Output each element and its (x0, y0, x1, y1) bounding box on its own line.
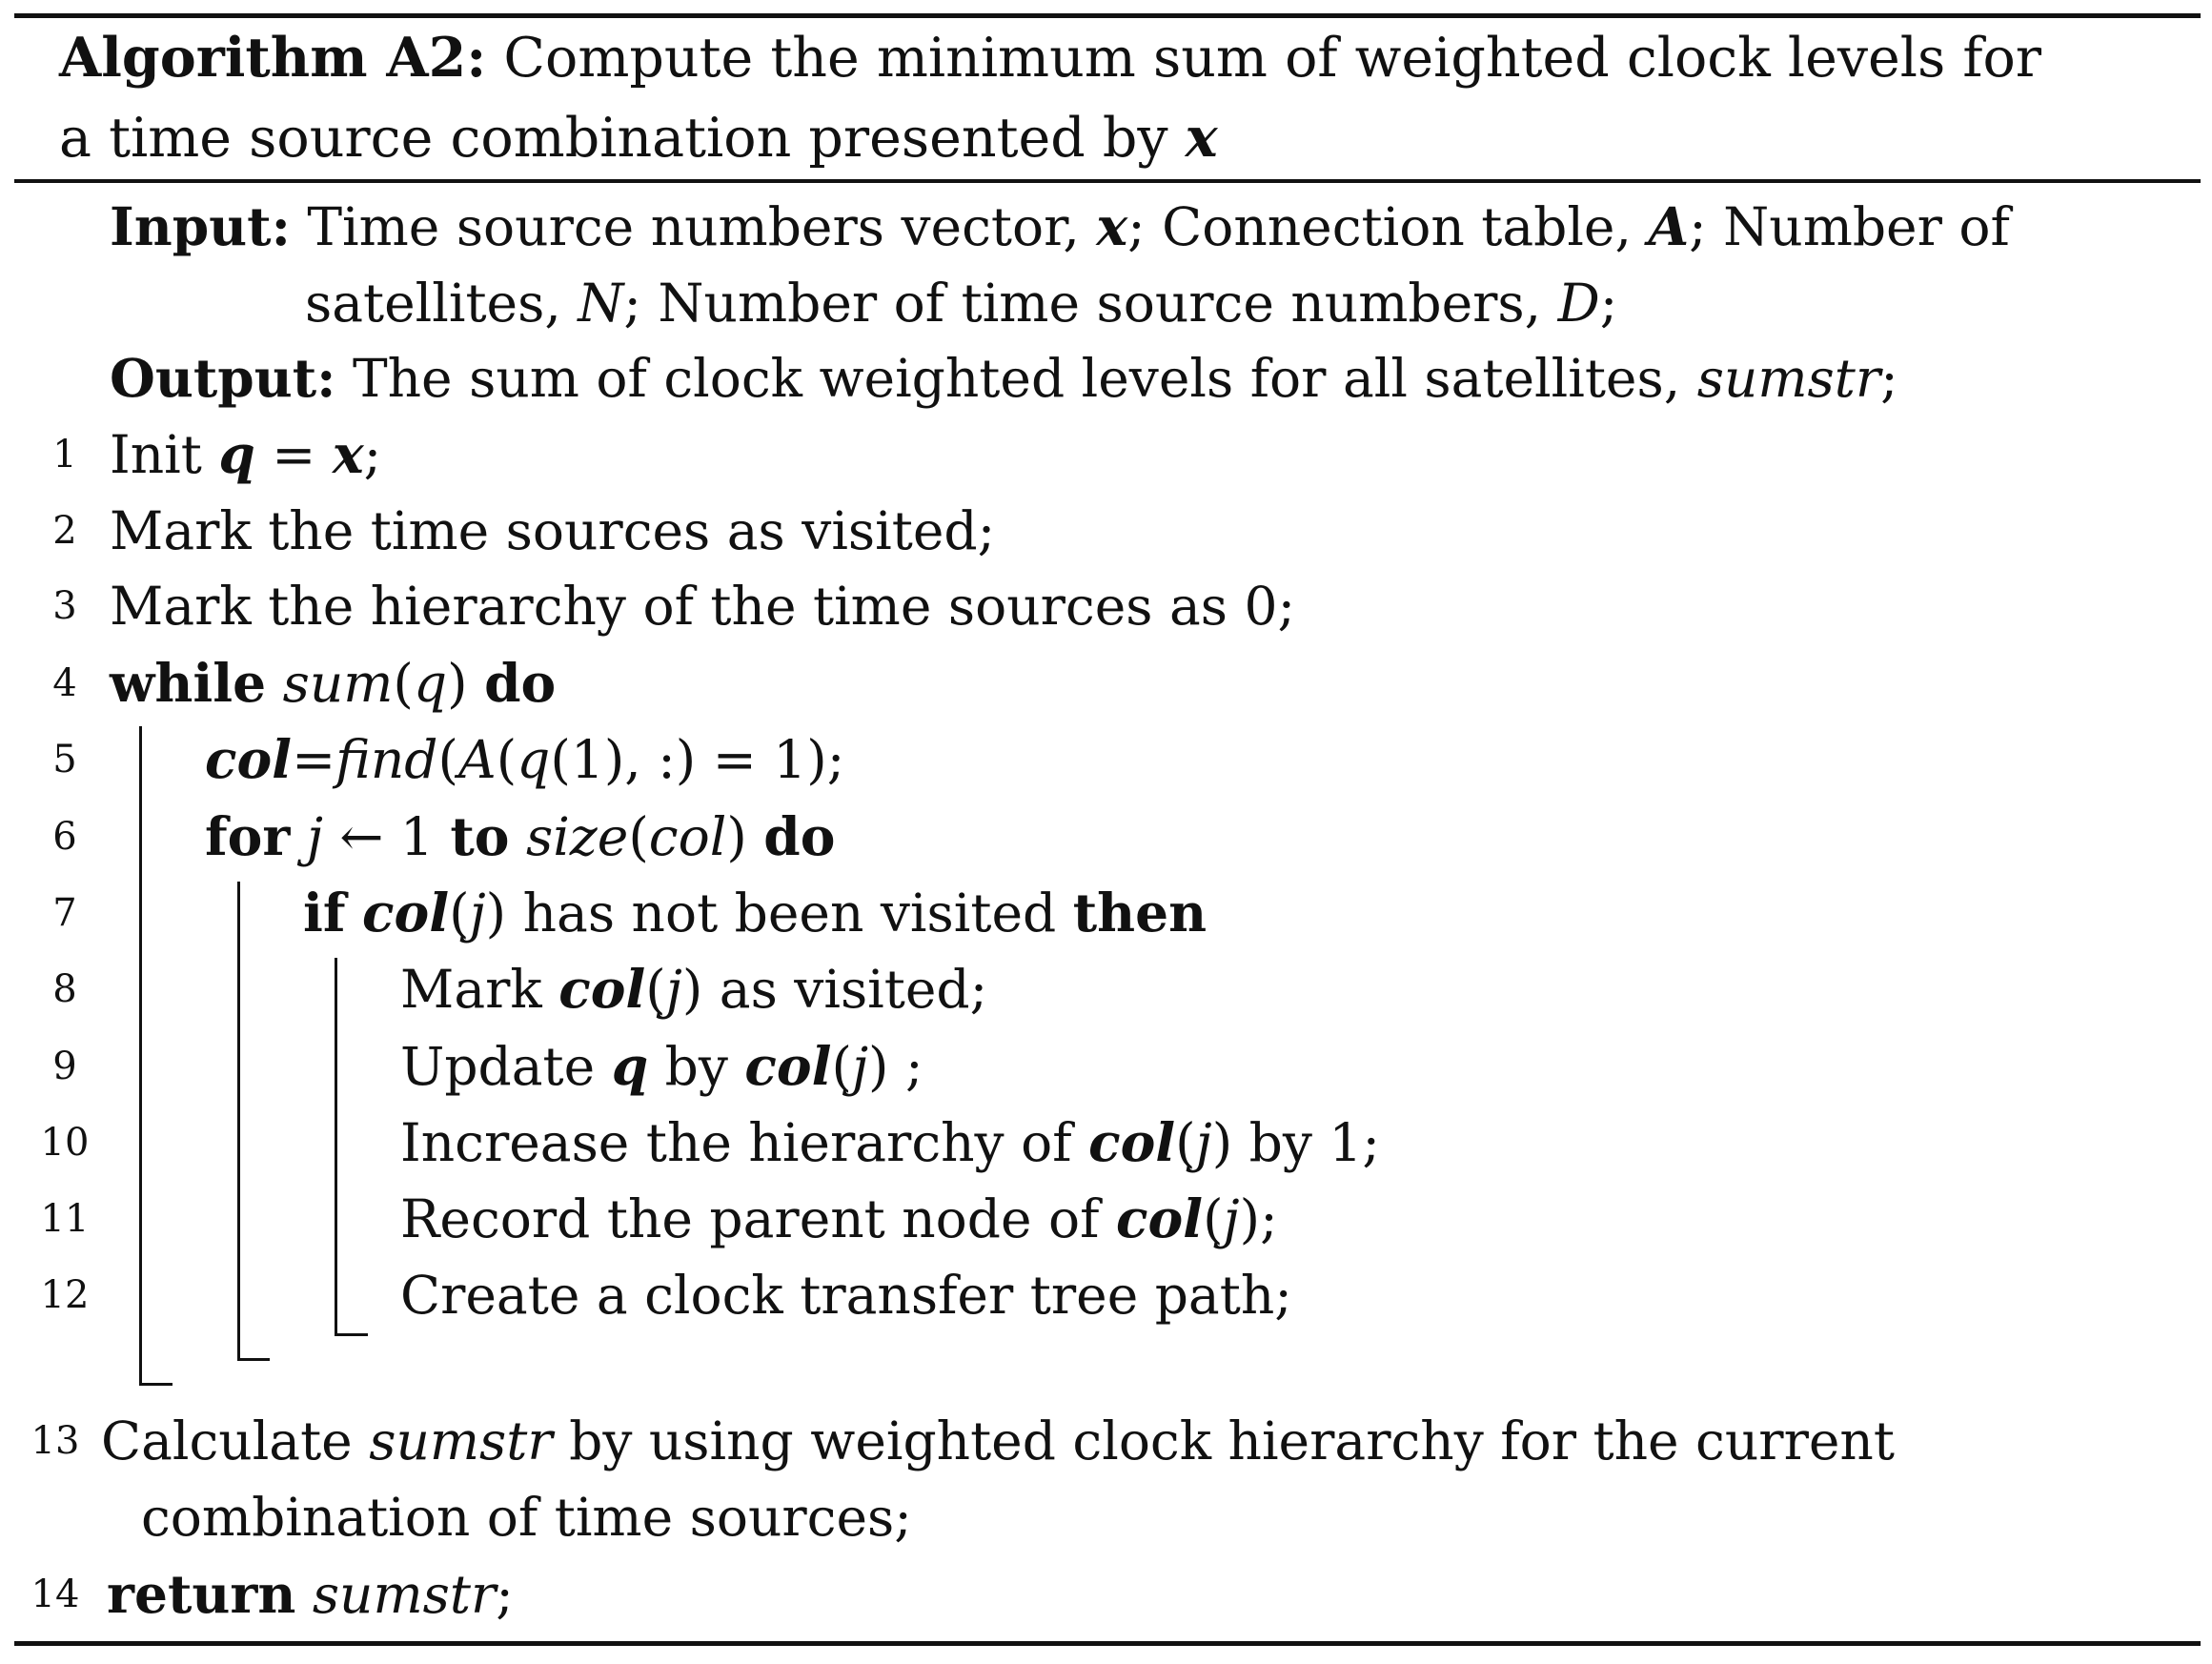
l9-post: ; (888, 1036, 923, 1097)
line-4 (110, 652, 556, 715)
l14-kw: return (107, 1563, 296, 1625)
line-13-continuation: combination of time sources; (141, 1487, 912, 1548)
line-number: 11 (40, 1197, 90, 1241)
l1-kw: Init (110, 424, 202, 485)
output-end: ; (1880, 348, 1898, 409)
l9-col: col (744, 1035, 832, 1097)
l10-j: j (1195, 1112, 1212, 1173)
output-var: sumstr (1696, 348, 1881, 409)
line-number: 10 (40, 1121, 90, 1165)
l6-j: j (306, 806, 323, 867)
l11-post: ; (1260, 1188, 1278, 1249)
l4-open: ( (393, 653, 414, 714)
line-2: Mark the time sources as visited; (110, 500, 996, 561)
l7-kw2: then (1072, 882, 1207, 944)
l9-close: ) (868, 1036, 889, 1097)
l8-j: j (665, 959, 682, 1020)
caption-var-x: x (1185, 106, 1218, 170)
l5-rest: (1), :) = 1); (550, 729, 845, 790)
line-9 (400, 1035, 923, 1098)
line-10 (400, 1111, 1380, 1174)
line-number: 9 (52, 1045, 77, 1088)
l13-var: sumstr (369, 1410, 553, 1471)
algorithm-caption-line2 (59, 107, 1218, 170)
line-number: 5 (52, 738, 77, 781)
l4-kw2: do (484, 652, 557, 714)
l8-post: as visited; (702, 959, 988, 1020)
l13-pre: Calculate (101, 1410, 370, 1471)
if-block-foot (335, 1333, 368, 1336)
l7-text: has not been visited (506, 883, 1073, 944)
l13-post: by using weighted clock hierarchy for the current (552, 1410, 1895, 1471)
line-number: 4 (52, 661, 77, 705)
input-text-2: ; Connection table, (1127, 196, 1632, 257)
l10-close: ) (1211, 1112, 1233, 1173)
input-text-4: satellites, (305, 273, 561, 334)
for-block-foot (237, 1358, 270, 1361)
l6-kw3: do (763, 805, 836, 867)
l4-fn: sum (282, 653, 394, 714)
l6-close: ) (726, 806, 747, 867)
line-number: 2 (52, 509, 77, 553)
l8-col: col (558, 958, 646, 1020)
l5-q: q (517, 729, 551, 790)
for-block-bar (237, 882, 240, 1361)
l7-open: ( (449, 883, 470, 944)
l11-open: ( (1203, 1188, 1224, 1249)
l14-end: ; (496, 1564, 514, 1625)
input-text-6: ; (1599, 273, 1618, 334)
l9-pre: Update (400, 1036, 612, 1097)
l5-find: find (335, 729, 438, 790)
l10-pre: Increase the hierarchy of (400, 1112, 1089, 1173)
l6-col: col (648, 806, 727, 867)
l1-end: ; (363, 424, 382, 485)
l7-close: ) (485, 883, 507, 944)
output-line (110, 347, 1898, 410)
input-line2 (305, 272, 1617, 335)
line-13 (101, 1410, 1895, 1472)
l7-col: col (362, 882, 450, 944)
l10-open: ( (1175, 1112, 1196, 1173)
l7-j: j (469, 883, 486, 944)
l9-q: q (611, 1035, 649, 1097)
l9-open: ( (831, 1036, 852, 1097)
line-3: Mark the hierarchy of the time sources as 0; (110, 576, 1295, 637)
l11-close: ) (1239, 1188, 1261, 1249)
line-6 (205, 805, 835, 868)
l14-var: sumstr (312, 1564, 497, 1625)
l6-arrow: ← 1 (322, 806, 451, 867)
l6-size: size (525, 806, 629, 867)
l7-kw: if (303, 882, 346, 944)
caption-label: Algorithm A2: (59, 26, 487, 90)
input-text-1: Time source numbers vector, (307, 196, 1080, 257)
algorithm-caption (59, 27, 2041, 90)
while-block-foot (139, 1383, 172, 1386)
l8-pre: Mark (400, 959, 559, 1020)
l10-col: col (1088, 1111, 1176, 1173)
caption-line2: a time source combination presented by (59, 107, 1168, 170)
l1-eq: = (254, 424, 333, 485)
l11-pre: Record the parent node of (400, 1188, 1116, 1249)
l5-open: ( (437, 729, 458, 790)
if-block-bar (335, 958, 337, 1336)
line-11 (400, 1187, 1278, 1250)
l9-mid: by (648, 1036, 745, 1097)
line-5 (205, 728, 844, 791)
l5-eq: = (292, 729, 336, 790)
input-var-d: D (1557, 273, 1600, 334)
line-number: 12 (40, 1273, 90, 1317)
bottom-rule (14, 1641, 2201, 1646)
l11-col: col (1116, 1187, 1204, 1249)
line-number: 1 (52, 433, 77, 477)
l10-post: by 1; (1232, 1112, 1380, 1173)
l5-open2: ( (496, 729, 517, 790)
caption-rule (14, 179, 2201, 183)
line-12: Create a clock transfer tree path; (400, 1265, 1292, 1326)
l6-kw: for (205, 805, 291, 867)
input-var-a: A (1648, 195, 1690, 257)
output-text: The sum of clock weighted levels for all satellites, (352, 348, 1681, 409)
l4-q: q (413, 653, 448, 714)
input-text-3: ; Number of (1689, 196, 2010, 257)
l4-kw: while (110, 652, 267, 714)
line-number: 6 (52, 815, 77, 859)
input-var-n: N (578, 273, 624, 334)
line-number: 7 (52, 891, 77, 935)
l8-close: ) (681, 959, 703, 1020)
line-number: 14 (30, 1573, 80, 1616)
line-number: 13 (30, 1419, 80, 1463)
l5-a: A (457, 729, 497, 790)
l5-col: col (205, 728, 293, 790)
l11-j: j (1223, 1188, 1240, 1249)
line-7 (303, 882, 1207, 944)
l4-close: ) (447, 653, 468, 714)
input-label: Input: (110, 195, 291, 257)
line-14 (107, 1563, 514, 1626)
input-line1 (110, 195, 2010, 258)
l6-kw2: to (450, 805, 510, 867)
l8-open: ( (645, 959, 666, 1020)
line-number: 3 (52, 584, 77, 628)
while-block-bar (139, 726, 142, 1386)
input-text-5: ; Number of time source numbers, (623, 273, 1542, 334)
line-number: 8 (52, 967, 77, 1011)
l1-x: x (332, 423, 364, 485)
caption-line1: Compute the minimum sum of weighted clock levels for (503, 27, 2042, 90)
top-rule (14, 13, 2201, 18)
line-1 (110, 423, 381, 486)
output-label: Output: (110, 347, 336, 409)
l9-j: j (851, 1036, 869, 1097)
line-8 (400, 958, 987, 1021)
l1-q: q (218, 423, 255, 485)
l6-open: ( (628, 806, 649, 867)
input-var-x: x (1096, 195, 1128, 257)
